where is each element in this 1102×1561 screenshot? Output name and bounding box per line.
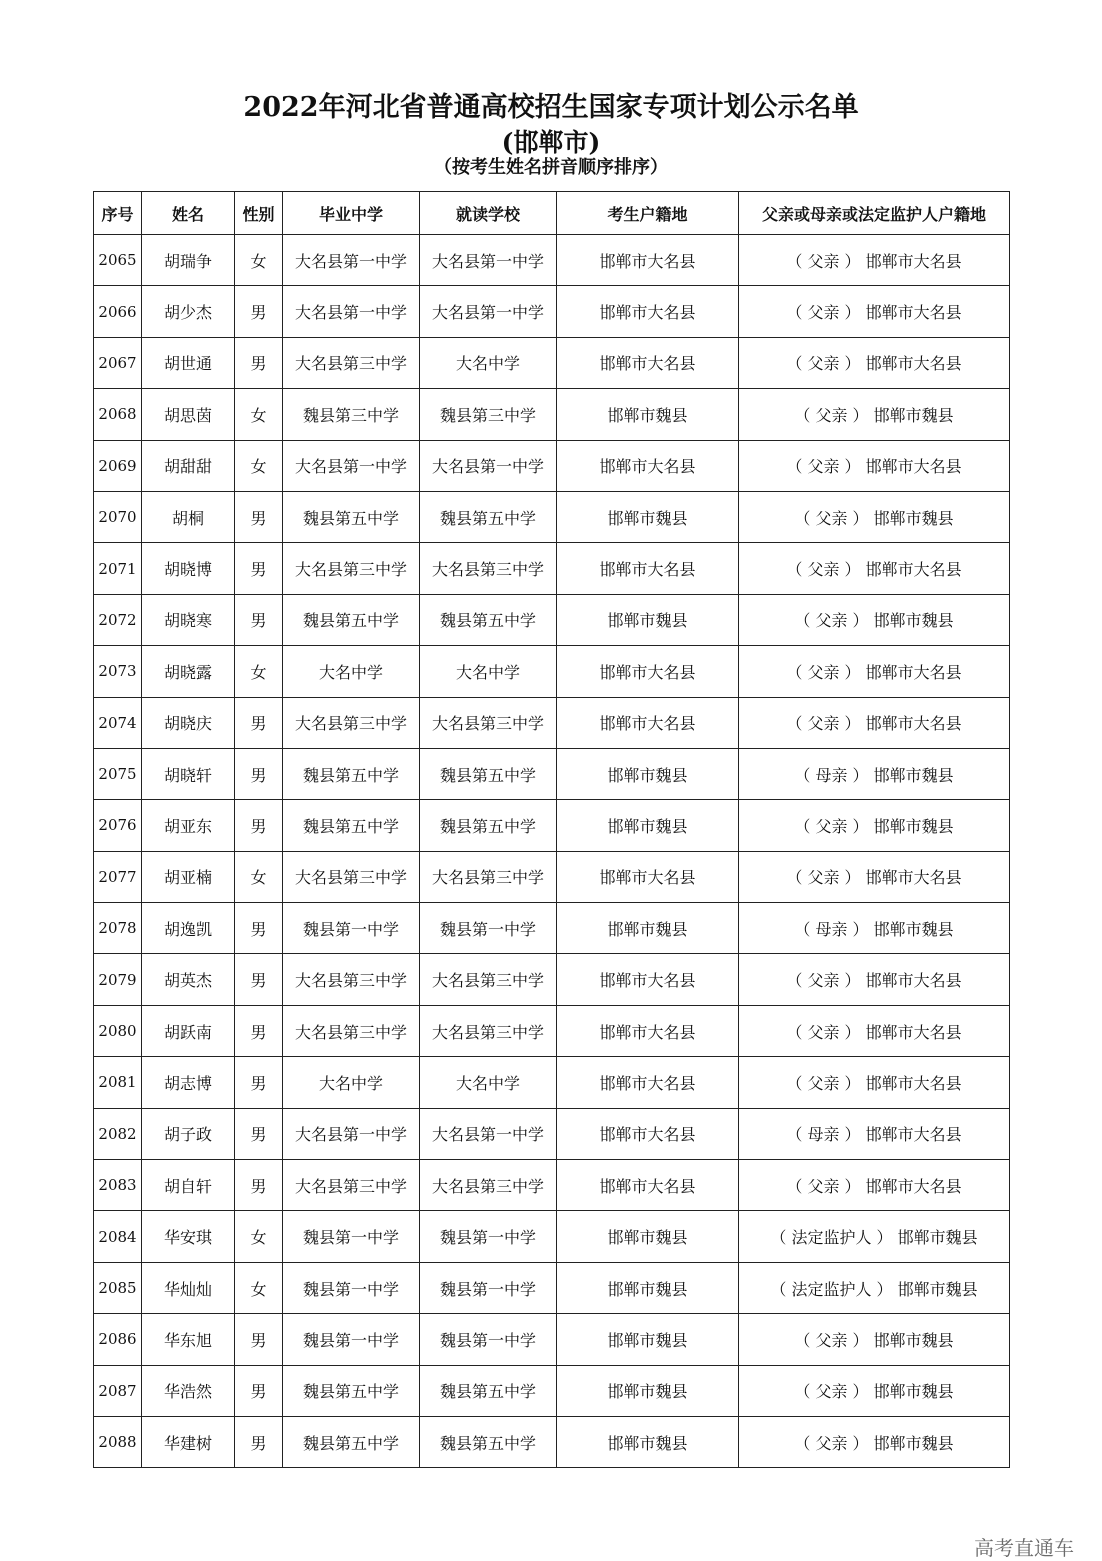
- serial-cell: 2066: [94, 286, 142, 337]
- table-row: [94, 235, 1010, 286]
- table-row: [94, 903, 1010, 954]
- guardian-hukou-cell: （ 父亲 ） 邯郸市大名县: [739, 1160, 1010, 1211]
- current-school-cell: 魏县第三中学: [420, 389, 557, 440]
- serial-cell: 2071: [94, 543, 142, 594]
- current-school-cell: 大名县第三中学: [420, 1160, 557, 1211]
- graduation-school-cell: 大名县第三中学: [283, 954, 420, 1005]
- serial-cell: 2065: [94, 235, 142, 286]
- gender-cell: 男: [235, 286, 283, 337]
- current-school-cell: 魏县第一中学: [420, 1211, 557, 1262]
- name-cell: 华建树: [142, 1416, 235, 1467]
- hukou-cell: 邯郸市大名县: [557, 543, 739, 594]
- guardian-hukou-cell: （ 父亲 ） 邯郸市大名县: [739, 337, 1010, 388]
- graduation-school-cell: 魏县第五中学: [283, 1416, 420, 1467]
- name-cell: 胡子政: [142, 1108, 235, 1159]
- hukou-cell: 邯郸市魏县: [557, 389, 739, 440]
- table-row: [94, 286, 1010, 337]
- gender-cell: 女: [235, 389, 283, 440]
- table-row: [94, 748, 1010, 799]
- name-cell: 胡亚东: [142, 800, 235, 851]
- guardian-hukou-cell: （ 父亲 ） 邯郸市魏县: [739, 800, 1010, 851]
- hukou-cell: 邯郸市大名县: [557, 286, 739, 337]
- gender-cell: 男: [235, 337, 283, 388]
- graduation-school-cell: 大名县第三中学: [283, 1005, 420, 1056]
- hukou-cell: 邯郸市魏县: [557, 594, 739, 645]
- table-row: [94, 1057, 1010, 1108]
- serial-cell: 2077: [94, 851, 142, 902]
- hukou-cell: 邯郸市魏县: [557, 903, 739, 954]
- hukou-cell: 邯郸市魏县: [557, 800, 739, 851]
- serial-cell: 2082: [94, 1108, 142, 1159]
- guardian-hukou-cell: （ 父亲 ） 邯郸市大名县: [739, 543, 1010, 594]
- serial-cell: 2076: [94, 800, 142, 851]
- table-row: [94, 1262, 1010, 1313]
- graduation-school-cell: 魏县第一中学: [283, 903, 420, 954]
- gender-cell: 男: [235, 697, 283, 748]
- current-school-cell: 大名中学: [420, 337, 557, 388]
- current-school-cell: 大名县第一中学: [420, 235, 557, 286]
- guardian-hukou-cell: （ 父亲 ） 邯郸市魏县: [739, 1365, 1010, 1416]
- graduation-school-cell: 大名县第一中学: [283, 286, 420, 337]
- graduation-school-cell: 魏县第一中学: [283, 1314, 420, 1365]
- current-school-cell: 大名县第三中学: [420, 1005, 557, 1056]
- graduation-school-cell: 魏县第五中学: [283, 1365, 420, 1416]
- serial-cell: 2081: [94, 1057, 142, 1108]
- table-row: [94, 1211, 1010, 1262]
- column-header: 父亲或母亲或法定监护人户籍地: [739, 192, 1010, 235]
- hukou-cell: 邯郸市大名县: [557, 646, 739, 697]
- graduation-school-cell: 大名县第一中学: [283, 235, 420, 286]
- hukou-cell: 邯郸市大名县: [557, 1057, 739, 1108]
- guardian-hukou-cell: （ 父亲 ） 邯郸市大名县: [739, 286, 1010, 337]
- table-row: [94, 697, 1010, 748]
- graduation-school-cell: 大名县第三中学: [283, 1160, 420, 1211]
- gender-cell: 男: [235, 1365, 283, 1416]
- graduation-school-cell: 大名县第一中学: [283, 1108, 420, 1159]
- name-cell: 胡晓轩: [142, 748, 235, 799]
- serial-cell: 2086: [94, 1314, 142, 1365]
- table-header-row: [94, 192, 1010, 235]
- serial-cell: 2068: [94, 389, 142, 440]
- serial-cell: 2067: [94, 337, 142, 388]
- column-header: 毕业中学: [283, 192, 420, 235]
- table-body: [94, 235, 1010, 1468]
- gender-cell: 男: [235, 1314, 283, 1365]
- guardian-hukou-cell: （ 父亲 ） 邯郸市大名县: [739, 697, 1010, 748]
- serial-cell: 2078: [94, 903, 142, 954]
- name-cell: 胡甜甜: [142, 440, 235, 491]
- hukou-cell: 邯郸市大名县: [557, 1160, 739, 1211]
- graduation-school-cell: 大名县第三中学: [283, 543, 420, 594]
- guardian-hukou-cell: （ 父亲 ） 邯郸市大名县: [739, 1057, 1010, 1108]
- guardian-hukou-cell: （ 父亲 ） 邯郸市魏县: [739, 491, 1010, 542]
- name-cell: 胡晓寒: [142, 594, 235, 645]
- name-cell: 华浩然: [142, 1365, 235, 1416]
- hukou-cell: 邯郸市魏县: [557, 748, 739, 799]
- table-row: [94, 440, 1010, 491]
- name-cell: 胡跃南: [142, 1005, 235, 1056]
- current-school-cell: 魏县第五中学: [420, 800, 557, 851]
- hukou-cell: 邯郸市大名县: [557, 235, 739, 286]
- table-row: [94, 491, 1010, 542]
- name-cell: 华东旭: [142, 1314, 235, 1365]
- gender-cell: 男: [235, 954, 283, 1005]
- current-school-cell: 大名中学: [420, 646, 557, 697]
- guardian-hukou-cell: （ 母亲 ） 邯郸市魏县: [739, 748, 1010, 799]
- hukou-cell: 邯郸市魏县: [557, 1211, 739, 1262]
- sort-note: （按考生姓名拼音顺序排序）: [434, 157, 668, 178]
- gender-cell: 女: [235, 440, 283, 491]
- column-header: 序号: [94, 192, 142, 235]
- name-cell: 胡逸凯: [142, 903, 235, 954]
- name-cell: 胡自轩: [142, 1160, 235, 1211]
- table-row: [94, 1108, 1010, 1159]
- name-cell: 胡瑞争: [142, 235, 235, 286]
- hukou-cell: 邯郸市大名县: [557, 697, 739, 748]
- table-row: [94, 1416, 1010, 1467]
- guardian-hukou-cell: （ 父亲 ） 邯郸市大名县: [739, 851, 1010, 902]
- table-row: [94, 851, 1010, 902]
- name-cell: 华灿灿: [142, 1262, 235, 1313]
- table-row: [94, 646, 1010, 697]
- graduation-school-cell: 魏县第一中学: [283, 1262, 420, 1313]
- current-school-cell: 魏县第五中学: [420, 594, 557, 645]
- serial-cell: 2073: [94, 646, 142, 697]
- graduation-school-cell: 大名县第一中学: [283, 440, 420, 491]
- column-header: 考生户籍地: [557, 192, 739, 235]
- table-row: [94, 337, 1010, 388]
- gender-cell: 男: [235, 594, 283, 645]
- current-school-cell: 魏县第一中学: [420, 1262, 557, 1313]
- serial-cell: 2074: [94, 697, 142, 748]
- current-school-cell: 魏县第五中学: [420, 1365, 557, 1416]
- hukou-cell: 邯郸市魏县: [557, 491, 739, 542]
- name-cell: 胡少杰: [142, 286, 235, 337]
- current-school-cell: 大名县第三中学: [420, 954, 557, 1005]
- name-cell: 胡晓露: [142, 646, 235, 697]
- gender-cell: 女: [235, 235, 283, 286]
- graduation-school-cell: 魏县第五中学: [283, 800, 420, 851]
- serial-cell: 2080: [94, 1005, 142, 1056]
- guardian-hukou-cell: （ 父亲 ） 邯郸市魏县: [739, 1314, 1010, 1365]
- table-row: [94, 543, 1010, 594]
- table-row: [94, 1314, 1010, 1365]
- table-row: [94, 389, 1010, 440]
- serial-cell: 2088: [94, 1416, 142, 1467]
- table-row: [94, 1005, 1010, 1056]
- document-title: 2022年河北省普通高校招生国家专项计划公示名单: [243, 92, 859, 123]
- gender-cell: 男: [235, 800, 283, 851]
- current-school-cell: 大名县第三中学: [420, 851, 557, 902]
- graduation-school-cell: 魏县第五中学: [283, 748, 420, 799]
- roster-table: [93, 191, 1010, 1468]
- graduation-school-cell: 大名中学: [283, 1057, 420, 1108]
- gender-cell: 男: [235, 543, 283, 594]
- table-row: [94, 1160, 1010, 1211]
- current-school-cell: 魏县第五中学: [420, 1416, 557, 1467]
- current-school-cell: 大名中学: [420, 1057, 557, 1108]
- current-school-cell: 魏县第一中学: [420, 903, 557, 954]
- guardian-hukou-cell: （ 父亲 ） 邯郸市魏县: [739, 389, 1010, 440]
- name-cell: 胡晓博: [142, 543, 235, 594]
- current-school-cell: 魏县第五中学: [420, 748, 557, 799]
- table-row: [94, 800, 1010, 851]
- guardian-hukou-cell: （ 父亲 ） 邯郸市大名县: [739, 646, 1010, 697]
- guardian-hukou-cell: （ 父亲 ） 邯郸市大名县: [739, 954, 1010, 1005]
- gender-cell: 男: [235, 748, 283, 799]
- hukou-cell: 邯郸市大名县: [557, 1005, 739, 1056]
- hukou-cell: 邯郸市魏县: [557, 1365, 739, 1416]
- graduation-school-cell: 魏县第五中学: [283, 594, 420, 645]
- table-row: [94, 594, 1010, 645]
- column-header: 性别: [235, 192, 283, 235]
- hukou-cell: 邯郸市魏县: [557, 1262, 739, 1313]
- gender-cell: 男: [235, 1108, 283, 1159]
- gender-cell: 男: [235, 903, 283, 954]
- table-row: [94, 1365, 1010, 1416]
- guardian-hukou-cell: （ 父亲 ） 邯郸市大名县: [739, 1005, 1010, 1056]
- gender-cell: 男: [235, 491, 283, 542]
- graduation-school-cell: 魏县第五中学: [283, 491, 420, 542]
- name-cell: 胡桐: [142, 491, 235, 542]
- gender-cell: 女: [235, 851, 283, 902]
- gender-cell: 女: [235, 1211, 283, 1262]
- hukou-cell: 邯郸市大名县: [557, 954, 739, 1005]
- graduation-school-cell: 魏县第一中学: [283, 1211, 420, 1262]
- current-school-cell: 大名县第三中学: [420, 543, 557, 594]
- name-cell: 华安琪: [142, 1211, 235, 1262]
- watermark-text: 高考直通车: [974, 1536, 1074, 1560]
- serial-cell: 2075: [94, 748, 142, 799]
- serial-cell: 2072: [94, 594, 142, 645]
- guardian-hukou-cell: （ 法定监护人 ） 邯郸市魏县: [739, 1211, 1010, 1262]
- serial-cell: 2084: [94, 1211, 142, 1262]
- current-school-cell: 大名县第三中学: [420, 697, 557, 748]
- serial-cell: 2083: [94, 1160, 142, 1211]
- document-city: (邯郸市): [501, 128, 601, 157]
- name-cell: 胡晓庆: [142, 697, 235, 748]
- current-school-cell: 魏县第一中学: [420, 1314, 557, 1365]
- name-cell: 胡志博: [142, 1057, 235, 1108]
- graduation-school-cell: 大名县第三中学: [283, 337, 420, 388]
- hukou-cell: 邯郸市大名县: [557, 337, 739, 388]
- current-school-cell: 魏县第五中学: [420, 491, 557, 542]
- graduation-school-cell: 魏县第三中学: [283, 389, 420, 440]
- column-header: 就读学校: [420, 192, 557, 235]
- serial-cell: 2087: [94, 1365, 142, 1416]
- graduation-school-cell: 大名中学: [283, 646, 420, 697]
- guardian-hukou-cell: （ 父亲 ） 邯郸市大名县: [739, 440, 1010, 491]
- guardian-hukou-cell: （ 父亲 ） 邯郸市魏县: [739, 1416, 1010, 1467]
- hukou-cell: 邯郸市大名县: [557, 440, 739, 491]
- name-cell: 胡世通: [142, 337, 235, 388]
- serial-cell: 2085: [94, 1262, 142, 1313]
- hukou-cell: 邯郸市魏县: [557, 1416, 739, 1467]
- guardian-hukou-cell: （ 法定监护人 ） 邯郸市魏县: [739, 1262, 1010, 1313]
- name-cell: 胡亚楠: [142, 851, 235, 902]
- hukou-cell: 邯郸市大名县: [557, 851, 739, 902]
- current-school-cell: 大名县第一中学: [420, 440, 557, 491]
- serial-cell: 2079: [94, 954, 142, 1005]
- guardian-hukou-cell: （ 父亲 ） 邯郸市魏县: [739, 594, 1010, 645]
- gender-cell: 男: [235, 1057, 283, 1108]
- current-school-cell: 大名县第一中学: [420, 1108, 557, 1159]
- name-cell: 胡英杰: [142, 954, 235, 1005]
- table-row: [94, 954, 1010, 1005]
- graduation-school-cell: 大名县第三中学: [283, 851, 420, 902]
- gender-cell: 女: [235, 646, 283, 697]
- gender-cell: 男: [235, 1416, 283, 1467]
- serial-cell: 2070: [94, 491, 142, 542]
- hukou-cell: 邯郸市魏县: [557, 1314, 739, 1365]
- column-header: 姓名: [142, 192, 235, 235]
- gender-cell: 女: [235, 1262, 283, 1313]
- current-school-cell: 大名县第一中学: [420, 286, 557, 337]
- guardian-hukou-cell: （ 母亲 ） 邯郸市魏县: [739, 903, 1010, 954]
- name-cell: 胡思茵: [142, 389, 235, 440]
- gender-cell: 男: [235, 1005, 283, 1056]
- serial-cell: 2069: [94, 440, 142, 491]
- gender-cell: 男: [235, 1160, 283, 1211]
- guardian-hukou-cell: （ 母亲 ） 邯郸市大名县: [739, 1108, 1010, 1159]
- graduation-school-cell: 大名县第三中学: [283, 697, 420, 748]
- guardian-hukou-cell: （ 父亲 ） 邯郸市大名县: [739, 235, 1010, 286]
- hukou-cell: 邯郸市大名县: [557, 1108, 739, 1159]
